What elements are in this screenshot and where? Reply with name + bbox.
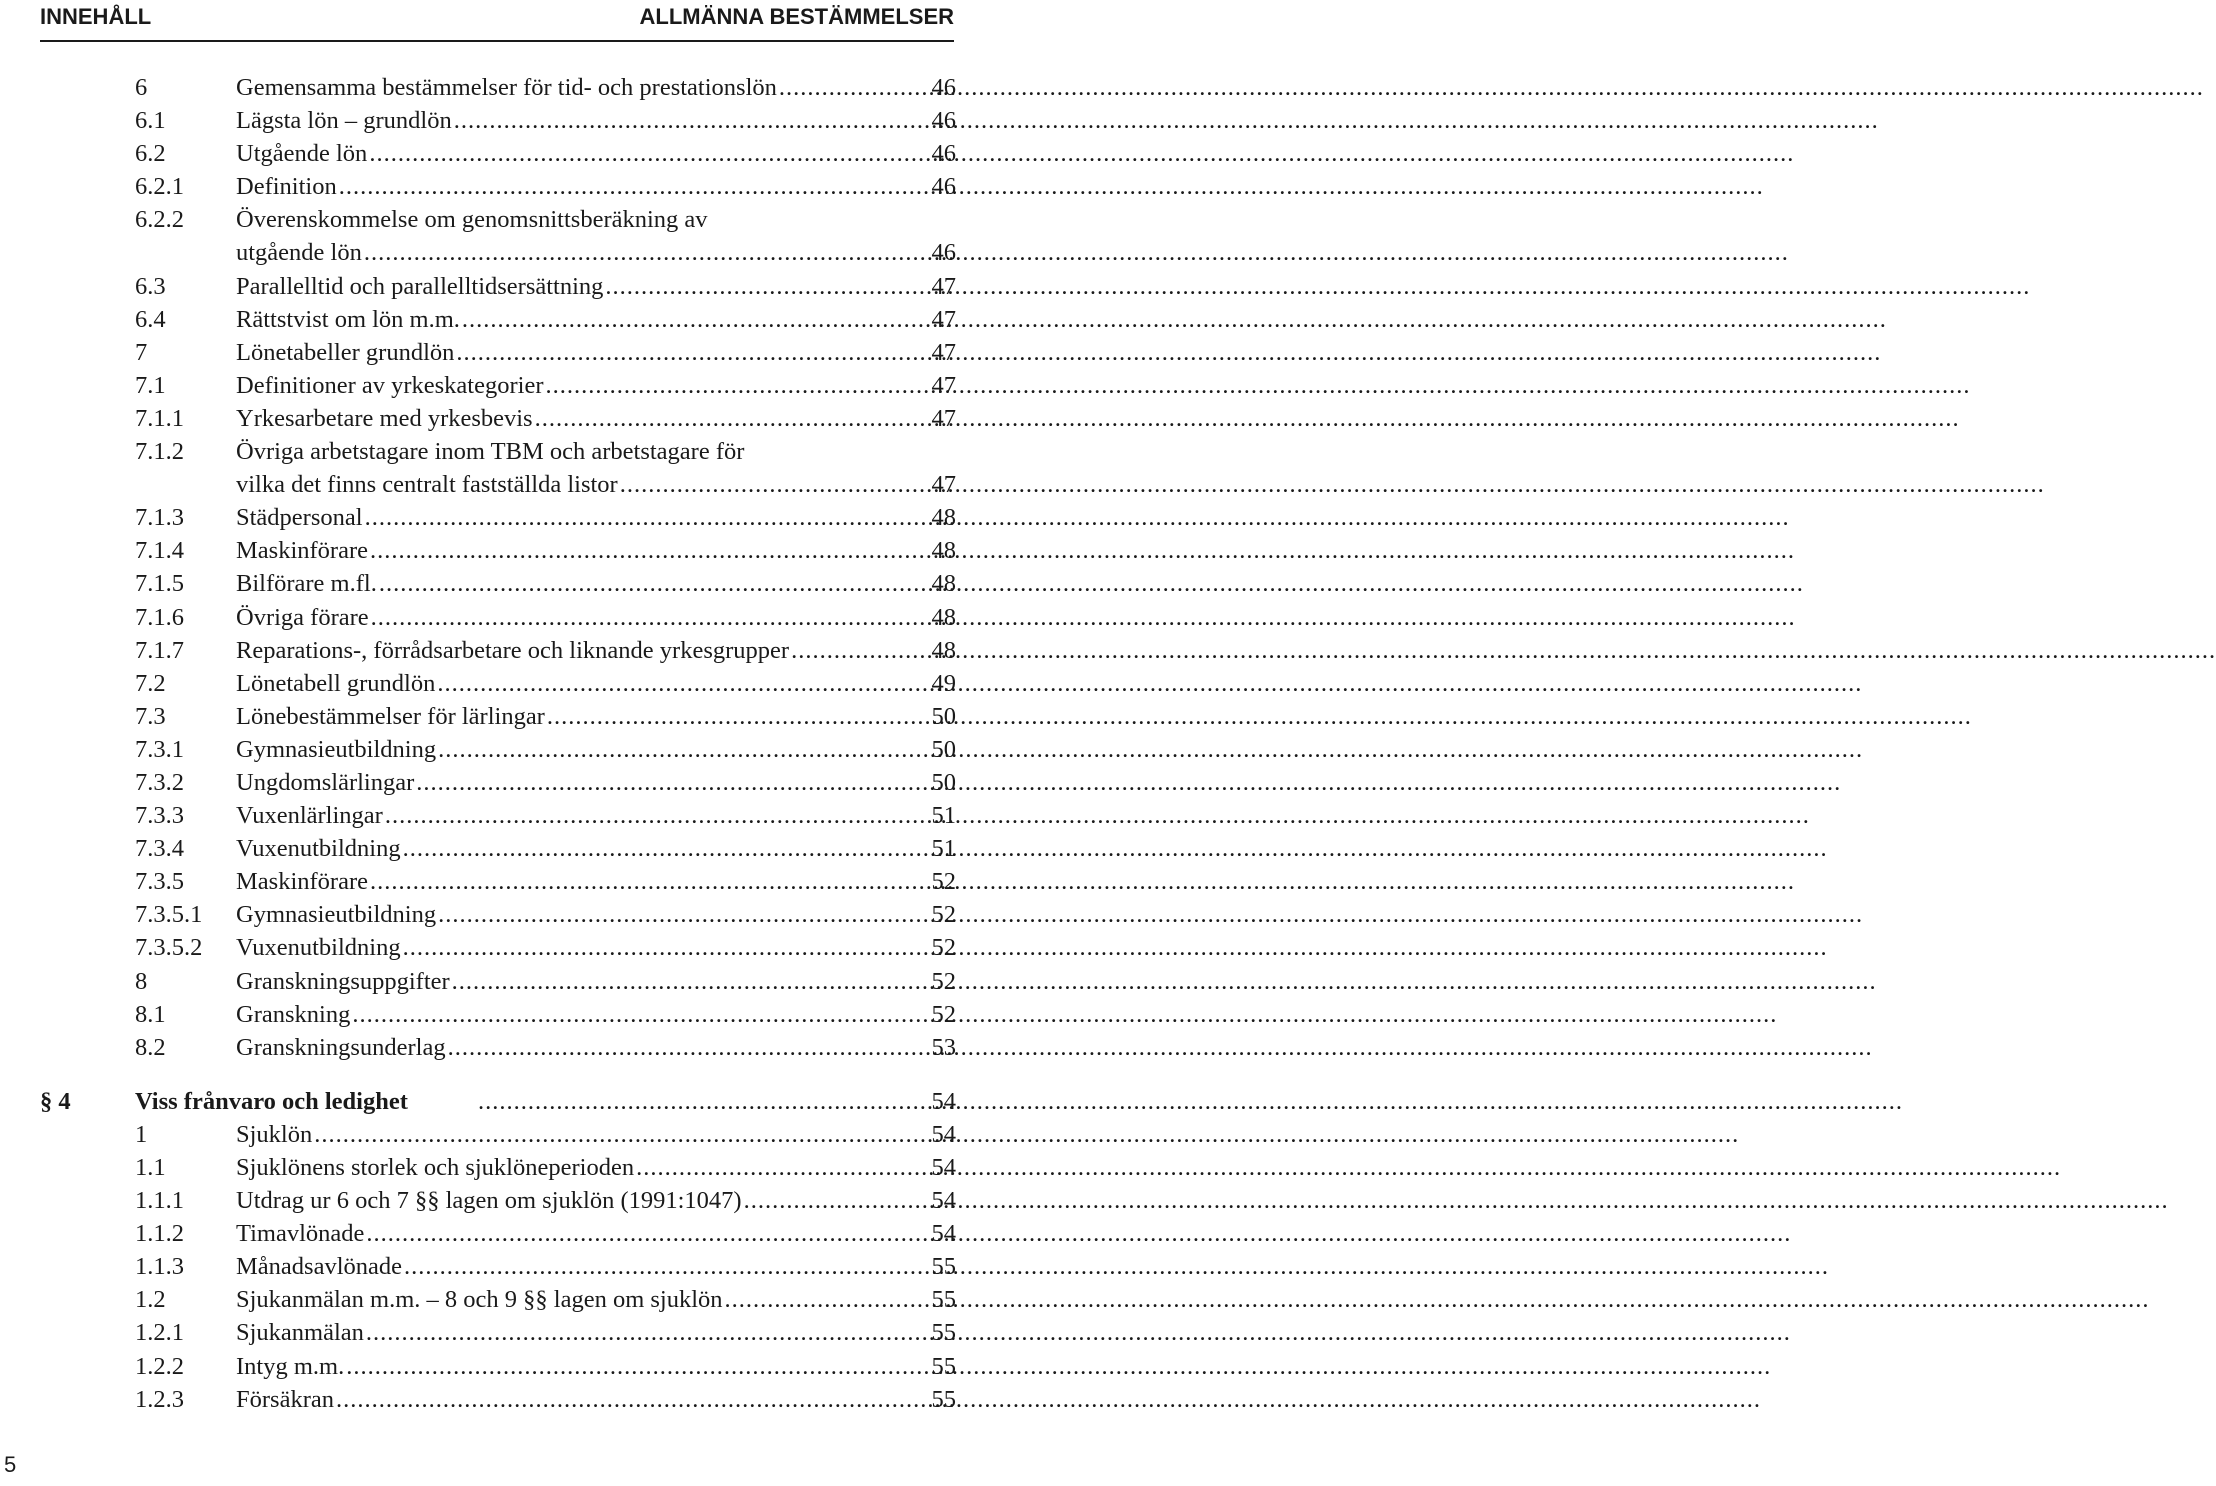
toc-entry-number: 7.3.1: [135, 735, 184, 763]
toc-leader-dots: [603, 270, 928, 303]
toc-entry-number: 7.1.1: [135, 404, 184, 432]
toc-entry[interactable]: [40, 1250, 956, 1283]
toc-entry-number: 1: [135, 1120, 148, 1148]
toc-leader-dots: [545, 700, 929, 733]
toc-entry-page: 48: [931, 504, 956, 532]
toc-leader-dots: [454, 336, 928, 369]
toc-entry[interactable]: [40, 402, 956, 435]
toc-leader-dots: [368, 534, 929, 567]
toc-entry-title: utgående lön: [236, 239, 362, 267]
toc-entry-title: Timavlönade: [236, 1220, 365, 1248]
toc-entry-number: 1.2.3: [135, 1385, 184, 1413]
toc-entry-title: Reparations-, förrådsarbetare och liknande yrkesgrupper: [236, 636, 790, 664]
toc-entry-title: Månadsavlönade: [236, 1253, 402, 1281]
toc-entry-page: 52: [931, 901, 956, 929]
toc-entry-page: 46: [931, 173, 956, 201]
toc-entry-title: Ungdomslärlingar: [236, 768, 415, 796]
toc-leader-dots: [362, 236, 929, 269]
toc-entry[interactable]: [40, 931, 956, 964]
toc-leader-dots: [744, 435, 953, 468]
toc-entry-page: 52: [931, 1000, 956, 1028]
toc-leader-dots: [436, 898, 928, 931]
toc-leader-dots: [401, 832, 929, 865]
toc-entry[interactable]: [40, 71, 956, 104]
toc-leader-dots: [452, 104, 929, 137]
toc-entry[interactable]: [40, 435, 956, 468]
toc-entry-number: 7.3.4: [135, 835, 184, 863]
toc-entry-number: 7.1.2: [135, 438, 184, 466]
toc-leader-dots: [334, 1383, 929, 1416]
toc-entry[interactable]: [40, 667, 956, 700]
toc-leader-dots: [436, 733, 928, 766]
toc-entry-number: 7.1: [135, 371, 166, 399]
toc-entry-title: Granskningsuppgifter: [236, 967, 450, 995]
toc-entry-title: Utgående lön: [236, 140, 368, 168]
toc-entry[interactable]: [40, 998, 956, 1031]
toc-entry-number: 7: [135, 338, 148, 366]
toc-entry-number: 6.3: [135, 272, 166, 300]
toc-entry-number: 7.3.5.2: [135, 934, 203, 962]
toc-leader-dots: [363, 501, 929, 534]
header-right-title: ALLMÄNNA BESTÄMMELSER: [639, 4, 954, 29]
toc-entry-number: 8: [135, 967, 148, 995]
toc-entry[interactable]: [40, 270, 956, 303]
toc-entry-title: Försäkran: [236, 1385, 334, 1413]
toc-leader-dots: [446, 1031, 929, 1064]
toc-entry-number: 7.3.3: [135, 802, 184, 830]
toc-entry[interactable]: [40, 766, 956, 799]
toc-entry[interactable]: [40, 567, 956, 600]
toc-entry-page: 54: [931, 1087, 956, 1115]
toc-entry-page: 50: [931, 768, 956, 796]
toc-entry-page: 50: [931, 735, 956, 763]
toc-entry-title: Bilförare m.fl.: [236, 570, 377, 598]
toc-entry-title: Lönetabeller grundlön: [236, 338, 455, 366]
toc-entry[interactable]: [40, 799, 956, 832]
toc-entry[interactable]: [40, 534, 956, 567]
running-header: [40, 0, 954, 42]
toc-leader-dots: [742, 1184, 929, 1217]
toc-entry-page: 48: [931, 537, 956, 565]
toc-entry-page: 54: [931, 1220, 956, 1248]
toc-entry-title: Rättstvist om lön m.m.: [236, 305, 460, 333]
toc-entry-title: Parallelltid och parallelltidsersättning: [236, 272, 604, 300]
toc-entry[interactable]: [40, 203, 956, 236]
toc-entry-number: 1.1.2: [135, 1220, 184, 1248]
toc-entry-number: 1.2.2: [135, 1352, 184, 1380]
toc-entry[interactable]: [40, 104, 956, 137]
toc-leader-dots: [344, 1350, 928, 1383]
toc-leader-dots: [312, 1118, 928, 1151]
toc-entry-page: 52: [931, 967, 956, 995]
toc-entry-number: 1.1.3: [135, 1253, 184, 1281]
toc-entry-page: 55: [931, 1319, 956, 1347]
toc-leader-dots: [402, 1250, 929, 1283]
toc-entry[interactable]: [40, 1350, 956, 1383]
toc-entry[interactable]: [40, 832, 956, 865]
toc-leader-dots: [450, 965, 929, 998]
toc-entry-page: [953, 435, 956, 468]
toc-entry-number: 7.1.7: [135, 636, 184, 664]
toc-entry[interactable]: [40, 501, 956, 534]
toc-entry-number: 7.3.5: [135, 868, 184, 896]
toc-leader-dots: [367, 137, 928, 170]
toc-entry-page: 54: [931, 1120, 956, 1148]
toc-entry-page: 53: [931, 1033, 956, 1061]
toc-leader-dots: [777, 71, 929, 104]
toc-entry-page: 54: [931, 1154, 956, 1181]
page-number: 5: [4, 1452, 17, 1477]
toc-entry-title: Övriga förare: [236, 603, 369, 631]
toc-leader-dots: [789, 634, 928, 667]
toc-entry[interactable]: [40, 170, 956, 203]
toc-entry[interactable]: [40, 634, 956, 667]
toc-entry-title: Gemensamma bestämmelser för tid- och prestationslön: [236, 74, 777, 101]
toc-entry-title: Lägsta lön – grundlön: [236, 107, 452, 135]
toc-entry-title: Vuxenlärlingar: [236, 802, 383, 830]
toc-entry-title: Definitioner av yrkeskategorier: [236, 371, 544, 399]
toc-entry-title: Sjukanmälan m.m. – 8 och 9 §§ lagen om sjuklön: [236, 1286, 723, 1314]
toc-entry[interactable]: [40, 1151, 956, 1184]
toc-leader-dots: [618, 468, 929, 501]
toc-entry-number: 7.3: [135, 702, 166, 730]
toc-entry-title: Städpersonal: [236, 504, 363, 532]
toc-entry-title: Definition: [236, 173, 337, 201]
toc-leader-dots: [401, 931, 929, 964]
toc-leader-dots: [377, 567, 929, 600]
toc-leader-dots: [383, 799, 929, 832]
toc-entry-title: Vuxenutbildning: [236, 934, 401, 962]
toc-entry-page: 47: [931, 338, 956, 366]
toc-entry[interactable]: [40, 303, 956, 336]
toc-entry-title: Övriga arbetstagare inom TBM och arbetstagare för: [236, 438, 745, 466]
toc-leader-dots: [723, 1283, 929, 1316]
toc-leader-dots: [414, 766, 928, 799]
toc-entry-title: Lönetabell grundlön: [236, 669, 436, 697]
toc-leader-dots: [533, 402, 929, 435]
toc-entry-page: 55: [931, 1286, 956, 1314]
toc-entry[interactable]: [40, 601, 956, 634]
toc-entry-title: Maskinförare: [236, 537, 368, 565]
toc-entry-number: 6.1: [135, 107, 166, 135]
toc-entry[interactable]: [40, 369, 956, 402]
toc-entry[interactable]: [40, 1383, 956, 1416]
toc-entry-page: 54: [931, 1187, 956, 1215]
toc-entry-page: 48: [931, 570, 956, 598]
toc-entry-number: 6.2.1: [135, 173, 184, 201]
toc-entry[interactable]: [40, 468, 956, 501]
toc-entry[interactable]: [40, 1283, 956, 1316]
toc-entry-page: 47: [931, 371, 956, 399]
toc-leader-dots: [634, 1151, 928, 1184]
toc-entry-page: 51: [931, 802, 956, 830]
toc-entry[interactable]: [40, 236, 956, 269]
toc-entry-number: 6: [135, 74, 148, 101]
toc-entry-title: Lönebestämmelser för lärlingar: [236, 702, 545, 730]
toc-entry-number: 8.1: [135, 1000, 166, 1028]
toc-entry-title: Sjukanmälan: [236, 1319, 364, 1347]
toc-entry-page: 46: [931, 239, 956, 267]
toc-leader-dots: [435, 667, 928, 700]
toc-entry-number: 7.1.4: [135, 537, 184, 565]
toc-entry-number: 7.1.5: [135, 570, 184, 598]
header-left-title: INNEHÅLL: [40, 4, 152, 29]
toc-entry-number: 7.1.6: [135, 603, 184, 631]
toc-leader-dots: [543, 369, 928, 402]
toc-entry-page: 47: [931, 471, 956, 499]
toc-leader-dots: [368, 865, 929, 898]
toc-entry[interactable]: [40, 336, 956, 369]
toc-entry-number: 6.4: [135, 305, 166, 333]
toc-entry-page: 46: [931, 107, 956, 135]
toc-entry[interactable]: [40, 1184, 956, 1217]
toc-entry-page: 47: [931, 305, 956, 333]
toc-entry-number: 1.1.1: [135, 1187, 184, 1215]
toc-entry[interactable]: [40, 137, 956, 170]
toc-entry[interactable]: [40, 898, 956, 931]
toc-leader-dots: [337, 170, 929, 203]
toc-entry-page: 55: [931, 1253, 956, 1281]
toc-entry-page: 48: [931, 636, 956, 664]
toc-entry[interactable]: [40, 1118, 956, 1151]
toc-entry-page: 52: [931, 934, 956, 962]
toc-entry-number: 6.2: [135, 140, 166, 168]
toc-entry-title: Överenskommelse om genomsnittsberäkning av: [236, 206, 708, 234]
toc-entry-title: Granskning: [236, 1000, 351, 1028]
toc-entry-title: Maskinförare: [236, 868, 368, 896]
toc-entry-page: 46: [931, 74, 956, 101]
toc-entry-title: vilka det finns centralt fastställda listor: [236, 471, 618, 499]
toc-entry-title: Vuxenutbildning: [236, 835, 401, 863]
toc-entry-title: Utdrag ur 6 och 7 §§ lagen om sjuklön (1991:1047): [236, 1187, 742, 1215]
toc-leader-dots: [364, 1217, 928, 1250]
toc-entry-title: Intyg m.m.: [236, 1352, 345, 1380]
toc-entry-page: 51: [931, 835, 956, 863]
toc-entry-page: 55: [931, 1352, 956, 1380]
toc-entry-title: Yrkesarbetare med yrkesbevis: [236, 404, 533, 432]
toc-entry-title: Sjuklönens storlek och sjuklöneperioden: [236, 1154, 635, 1181]
toc-entry-number: 1.1: [135, 1154, 166, 1181]
toc-entry-number: 6.2.2: [135, 206, 184, 234]
toc-entry[interactable]: [40, 865, 956, 898]
toc-entry-page: 55: [931, 1385, 956, 1413]
toc-entry-number: 7.1.3: [135, 504, 184, 532]
toc-entry[interactable]: [40, 733, 956, 766]
toc-entry[interactable]: [40, 1217, 956, 1250]
toc-entry-number: 8.2: [135, 1033, 166, 1061]
toc-leader-dots: [369, 601, 929, 634]
toc-entry-title: Gymnasieutbildning: [236, 901, 437, 929]
toc-entry-number: Viss frånvaro och ledighet: [135, 1087, 408, 1115]
toc-entry-title: Granskningsunderlag: [236, 1033, 446, 1061]
toc-entry[interactable]: [40, 1031, 956, 1064]
toc-leader-dots: [708, 203, 953, 236]
toc-entry-page: 49: [931, 669, 956, 697]
toc-entry[interactable]: [40, 965, 956, 998]
toc-leader-dots: [350, 998, 928, 1031]
toc-entry-page: [953, 203, 956, 236]
toc-entry-title: Gymnasieutbildning: [236, 735, 437, 763]
toc-entry-number: 7.3.2: [135, 768, 184, 796]
toc-entry-number: 1.2.1: [135, 1319, 184, 1347]
toc-leader-dots: [364, 1316, 929, 1349]
toc-entry-number: 1.2: [135, 1286, 166, 1314]
toc-entry-page: 48: [931, 603, 956, 631]
toc-entry[interactable]: [40, 1085, 956, 1118]
toc-entry-number: 7.3.5.1: [135, 901, 203, 929]
toc-entry-number: 7.2: [135, 669, 166, 697]
toc-section-marker: § 4: [40, 1087, 71, 1115]
toc-entry-title: Sjuklön: [236, 1120, 313, 1148]
table-of-contents: [40, 71, 956, 1416]
toc-entry-page: 47: [931, 272, 956, 300]
toc-entry-page: 50: [931, 702, 956, 730]
toc-entry-page: 52: [931, 868, 956, 896]
toc-entry[interactable]: [40, 1316, 956, 1349]
toc-entry-page: 46: [931, 140, 956, 168]
toc-entry[interactable]: [40, 700, 956, 733]
toc-entry-page: 47: [931, 404, 956, 432]
toc-leader-dots: [460, 303, 929, 336]
toc-leader-dots: [476, 1085, 929, 1118]
